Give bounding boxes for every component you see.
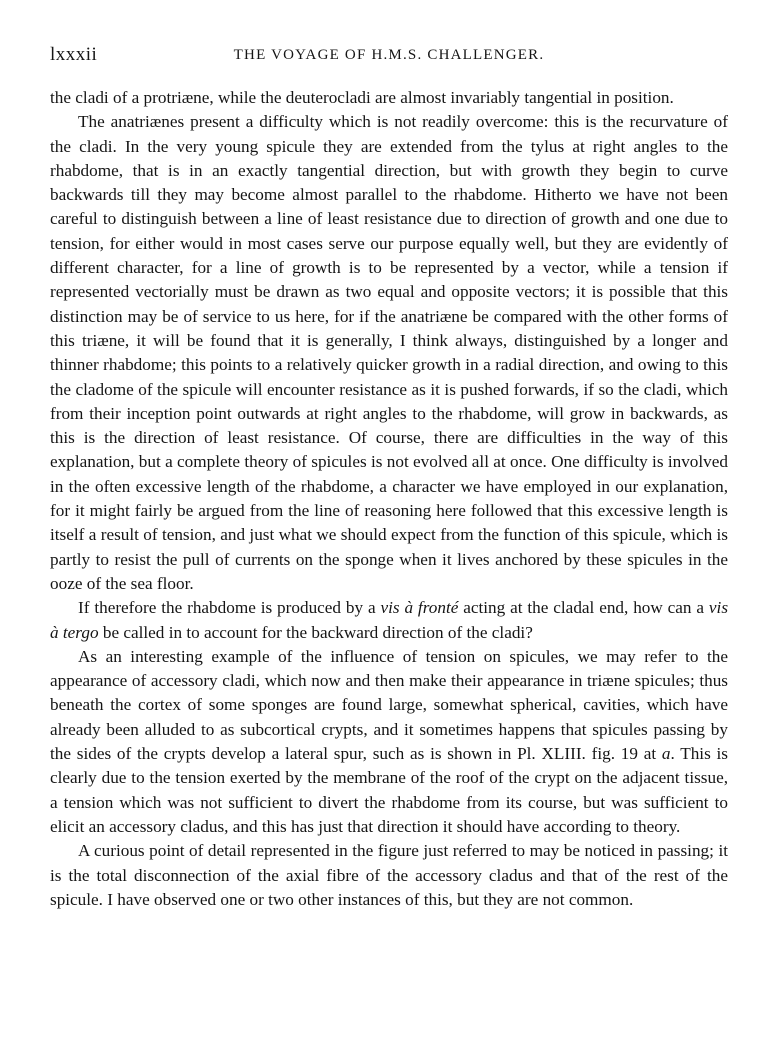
paragraph-continuation: the cladi of a protriæne, while the deuterocladi are almost invariably tangential in position. (50, 88, 674, 107)
paragraph-accessory-cladi (50, 645, 728, 839)
text-run: If therefore the rhabdome is produced by a (78, 598, 381, 618)
text-run: be called in to account for the backward direction of the cladi? (98, 622, 533, 642)
italic-phrase: vis à tergo (50, 598, 729, 642)
text-run: As an interesting example of the influence of tension on spicules, we may refer to the appearance of accessory cladi, which now and then make their appearance in triæne spicules; thus beneath the cortex of some sponges are found large, somewhat spherical, cavities, which have already been alluded to as subcortical crypts, and it sometimes happens that spicules passing by the sides of the crypts develop a lateral spur, such as is shown in Pl. XLIII. fig. 19 at (50, 646, 728, 764)
text-run: acting at the cladal end, how can a (458, 598, 709, 618)
italic-phrase: vis à fronté (380, 598, 459, 618)
paragraph-anatriaenes: The anatriænes present a difficulty which is not readily overcome: this is the recurvature of the cladi. In the very young spicule they are extended from the tylus at right angles to the rhabdome, that is in an exactly tangential direction, but with growth they begin to curve backwards till they may become almost parallel to the rhabdome. Hitherto we have not been careful to distinguish between a line of least resistance due to direction of growth and one due to tension, for either would in most cases serve our purpose equally well, but they are evidently of different character, for a line of growth is to be represented by a vector, while a tension if represented vectorially must be drawn as two equal and opposite vectors; it is possible that this distinction may be of service to us here, for if the anatriæne be compared with the other forms of this triæne, it will be found that it is generally, I think always, distinguished by a longer and thinner rhabdome; this points to a relatively quicker growth in a radial direction, and owing to this the cladome of the spicule will encounter resistance as it is pushed forwards, if so the cladi, which from their inception point outwards at right angles to the rhabdome, will grow in backwards, as this is the direction of least resistance. Of course, there are difficulties in the way of this explanation, but a complete theory of spicules is not evolved all at once. One difficulty is involved in the often excessive length of the rhabdome, a character we have employed in our explanation, for it might fairly be argued from the line of reasoning here followed that this excessive length is itself a result of tension, and just what we should expect from the function of this spicule, which is partly to resist the pull of currents on the sponge when it lives anchored by these spicules in the ooze of the sea floor. (50, 112, 728, 593)
body-text (50, 86, 728, 912)
text-run: . This is clearly due to the tension exerted by the membrane of the roof of the crypt on the adjacent tissue, a tension which was not sufficient to divert the rhabdome from its course, but was sufficient to elicit an accessory cladus, and this has just that direction it should have according to theory. (50, 744, 728, 836)
running-title: THE VOYAGE OF H.M.S. CHALLENGER. (233, 47, 545, 63)
paragraph-vis-a-fronte (50, 596, 728, 645)
page-header (50, 44, 728, 72)
italic-letter: a (661, 744, 671, 764)
paragraph-axial-fibre: A curious point of detail represented in the figure just referred to may be noticed in passing; it is the total disconnection of the axial fibre of the accessory cladus and that of the rest of the spicule. I have observed one or two other instances of this, but they are not common. (50, 841, 728, 909)
page-number: lxxxii (50, 44, 98, 65)
